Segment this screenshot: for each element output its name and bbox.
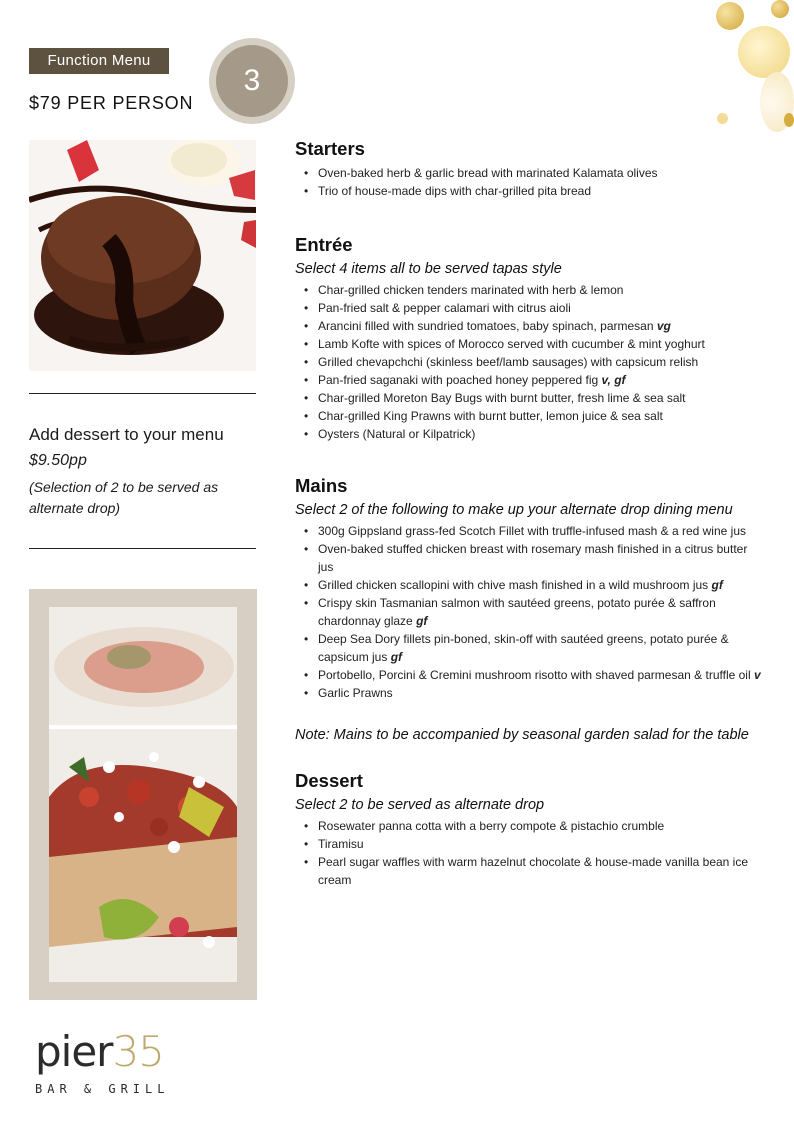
list-item: [318, 299, 765, 317]
list-item: [318, 522, 765, 540]
item-text: Oysters (Natural or Kilpatrick): [318, 427, 476, 441]
list-item: [318, 684, 765, 702]
mains-note: Note: Mains to be accompanied by seasonal garden salad for the table: [295, 727, 749, 743]
mains-section: [295, 475, 765, 746]
dessert-list: [295, 817, 765, 889]
starters-section: [295, 138, 765, 200]
decor-bubble: [716, 2, 744, 30]
bruschetta-photo: [49, 607, 237, 982]
entree-list: [295, 281, 765, 443]
decor-bubble: [771, 0, 789, 18]
item-text: Garlic Prawns: [318, 686, 393, 700]
page-number-badge: [209, 38, 295, 124]
item-text: Oven-baked stuffed chicken breast with rosemary mash finished in a citrus butter jus: [318, 542, 748, 574]
item-text: Arancini filled with sundried tomatoes, baby spinach, parmesan: [318, 319, 657, 333]
item-text: Grilled chicken scallopini with chive mash finished in a wild mushroom jus: [318, 578, 712, 592]
add-dessert-note: (Selection of 2 to be served as alternate drop): [29, 479, 219, 516]
dietary-tag: v, gf: [601, 373, 626, 387]
list-item: [318, 389, 765, 407]
item-text: Char-grilled King Prawns with burnt butter, lemon juice & sea salt: [318, 409, 663, 423]
menu-content: [295, 138, 765, 889]
list-item: [318, 281, 765, 299]
item-text: 300g Gippsland grass-fed Scotch Fillet with truffle-infused mash & a red wine jus: [318, 524, 746, 538]
list-item: [318, 576, 765, 594]
list-item: • Oven-baked herb & garlic bread with marinated Kalamata olives: [318, 164, 765, 182]
list-item: [318, 335, 765, 353]
dietary-tag: gf: [711, 578, 723, 592]
item-text: Char-grilled Moreton Bay Bugs with burnt butter, fresh lime & sea salt: [318, 391, 686, 405]
logo-word: pier: [35, 1027, 113, 1076]
item-text: Pan-fried saganaki with poached honey peppered fig: [318, 373, 602, 387]
section-title: Dessert: [295, 770, 363, 791]
list-item: [318, 540, 765, 576]
list-item: • Tiramisu: [318, 835, 765, 853]
list-item: • Rosewater panna cotta with a berry compote & pistachio crumble: [318, 817, 765, 835]
divider: [29, 548, 256, 549]
divider: [29, 393, 256, 394]
list-item: [318, 666, 765, 684]
item-text: Deep Sea Dory fillets pin-boned, skin-off with sautéed greens, potato purée & capsicum jus: [318, 632, 729, 664]
section-subtitle: Select 2 to be served as alternate drop: [295, 797, 545, 813]
list-item: [318, 371, 765, 389]
list-item: [318, 425, 765, 443]
section-title: Starters: [295, 138, 365, 159]
section-subtitle: Select 2 of the following to make up your alternate drop dining menu: [295, 502, 733, 518]
dietary-tag: gf: [416, 614, 428, 628]
dessert-section: [295, 770, 765, 889]
dietary-tag: v: [753, 668, 761, 682]
pier35-logo: [35, 1027, 170, 1096]
item-text: Char-grilled chicken tenders marinated with herb & lemon: [318, 283, 624, 297]
list-item: [318, 353, 765, 371]
logo-wordmark: [35, 1027, 169, 1076]
price-per-person: $79 PER PERSON: [29, 93, 194, 113]
add-dessert-title: Add dessert to your menu: [29, 425, 224, 444]
logo-subtitle: BAR & GRILL: [35, 1082, 170, 1096]
item-text: Pan-fried salt & pepper calamari with citrus aioli: [318, 301, 571, 315]
item-text: Lamb Kofte with spices of Morocco served with cucumber & mint yoghurt: [318, 337, 705, 351]
logo-number: 35: [112, 1027, 164, 1076]
decor-bubble: [784, 113, 794, 127]
starters-list: [295, 164, 765, 200]
decor-bubble: [717, 113, 728, 124]
chocolate-cake-photo: [29, 140, 256, 371]
add-dessert-price: $9.50pp: [29, 452, 87, 469]
dietary-tag: vg: [656, 319, 671, 333]
function-menu-tag: Function Menu: [29, 48, 169, 74]
dietary-tag: gf: [390, 650, 403, 664]
list-item: [318, 317, 765, 335]
decor-bubble: [738, 26, 790, 78]
section-title: Mains: [295, 475, 348, 496]
list-item: • Trio of house-made dips with char-grilled pita bread: [318, 182, 765, 200]
item-text: Grilled chevapchchi (skinless beef/lamb sausages) with capsicum relish: [318, 355, 699, 369]
item-text: Portobello, Porcini & Cremini mushroom risotto with shaved parmesan & truffle oil: [318, 668, 754, 682]
list-item: • Pearl sugar waffles with warm hazelnut chocolate & house-made vanilla bean ice cream: [318, 853, 765, 889]
list-item: [318, 630, 765, 666]
page-number: 3: [216, 45, 288, 117]
section-subtitle: Select 4 items all to be served tapas style: [295, 261, 562, 277]
mains-list: [295, 522, 765, 702]
entree-section: [295, 234, 765, 443]
section-title: Entrée: [295, 234, 353, 255]
item-text: Crispy skin Tasmanian salmon with sautéed greens, potato purée & saffron chardonnay glaze: [318, 596, 716, 628]
list-item: [318, 594, 765, 630]
list-item: [318, 407, 765, 425]
